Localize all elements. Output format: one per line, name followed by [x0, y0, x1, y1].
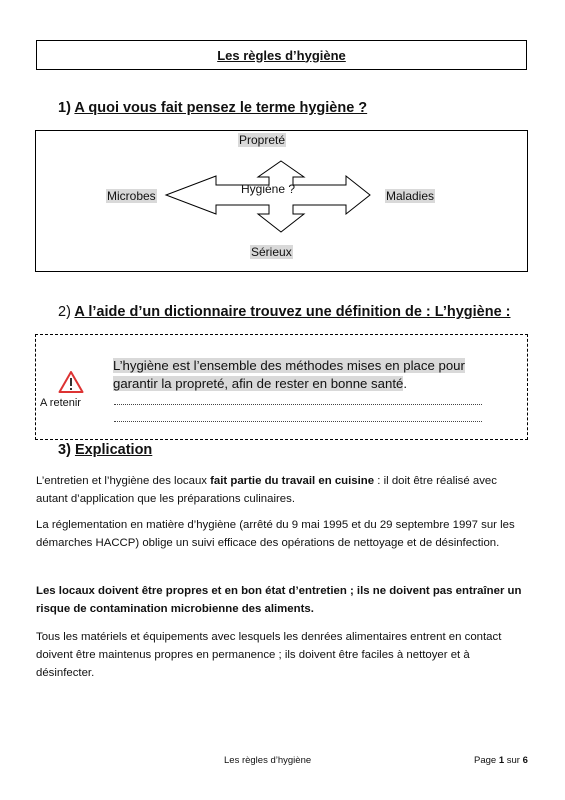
paragraph-entretien: L’entretien et l’hygiène des locaux fait partie du travail en cuisine : il doit être réalisé avec autant d’application que les préparations culinaires.	[36, 475, 497, 505]
diagram-right-label: Maladies	[386, 189, 435, 203]
section3-title: Explication	[74, 442, 153, 458]
diagram-top-label: Propreté	[239, 133, 286, 147]
section1-number: 1)	[58, 100, 71, 116]
warning-triangle-icon	[58, 370, 84, 394]
section2-number: 2)	[58, 304, 71, 320]
dotted-answer-line-2	[114, 421, 482, 422]
footer-page-number: Page 1 sur 6	[474, 755, 528, 766]
definition-line-2: garantir la propreté, afin de rester en bonne santé.	[113, 376, 407, 391]
diagram-left-label: Microbes	[107, 189, 156, 203]
section3-heading	[58, 442, 152, 458]
section1-title: A quoi vous fait pensez le terme hygiène ?	[74, 100, 368, 116]
page-title: Les règles d’hygiène	[217, 47, 346, 63]
section2-title: A l’aide d’un dictionnaire trouvez une définition de : L’hygiène :	[74, 304, 511, 320]
paragraph-locaux: Les locaux doivent être propres et en bon état d’entretien ; ils ne doivent pas entraîner un risque de contamination microbienne des aliments.	[36, 585, 522, 615]
definition-line-1: L’hygiène est l’ensemble des méthodes mises en place pour	[113, 358, 465, 373]
dotted-answer-line-1	[114, 404, 482, 405]
paragraph-entretien-emphasis: fait partie du travail en cuisine	[210, 475, 375, 487]
four-way-arrow	[166, 161, 370, 232]
paragraph-materiels: Tous les matériels et équipements avec lesquels les denrées alimentaires entrent en contact doivent être maintenus propres en permanence ; ils doivent être faciles à nettoyer et à désinfecter.	[36, 631, 502, 679]
section3-number: 3)	[58, 442, 71, 458]
paragraph-reglementation: La réglementation en matière d’hygiène (arrêté du 9 mai 1995 et du 29 septembre 1997 sur les démarches HACCP) oblige un suivi efficace des opérations de nettoyage et de désinfection.	[36, 519, 515, 549]
footer-title: Les règles d’hygiène	[224, 755, 312, 766]
diagram-center-label: Hygiène ?	[241, 182, 296, 196]
section2-heading	[58, 304, 511, 320]
a-retenir-label: A retenir	[40, 397, 81, 409]
diagram-bottom-label: Sérieux	[251, 245, 292, 259]
